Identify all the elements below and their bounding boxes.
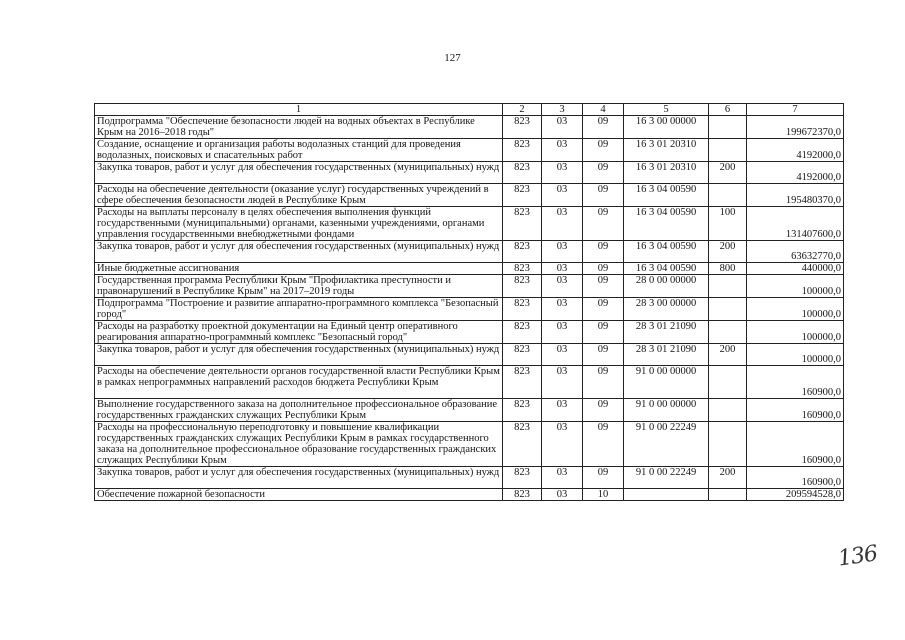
- section-code-cell: 03: [542, 298, 583, 321]
- header-cell: 1: [95, 104, 503, 116]
- ministry-code-cell: 823: [503, 162, 542, 184]
- expense-type-cell: [709, 489, 747, 501]
- subsection-code-cell: 09: [583, 241, 624, 263]
- row-name-cell: Государственная программа Республики Крым "Профилактика преступности и правонарушений в Республике Крым" на 2017–2019 годы: [95, 275, 503, 298]
- header-cell: 5: [624, 104, 709, 116]
- subsection-code-cell: 10: [583, 489, 624, 501]
- target-article-cell: 28 0 00 00000: [624, 275, 709, 298]
- ministry-code-cell: 823: [503, 298, 542, 321]
- ministry-code-cell: 823: [503, 139, 542, 162]
- expense-type-cell: [709, 298, 747, 321]
- table-row: [95, 263, 844, 275]
- expense-type-cell: 800: [709, 263, 747, 275]
- header-cell: 6: [709, 104, 747, 116]
- subsection-code-cell: 09: [583, 321, 624, 344]
- subsection-code-cell: 09: [583, 399, 624, 422]
- target-article-cell: 16 3 00 00000: [624, 116, 709, 139]
- expense-type-cell: 200: [709, 162, 747, 184]
- target-article-cell: 16 3 04 00590: [624, 207, 709, 241]
- expense-type-cell: [709, 116, 747, 139]
- amount-cell: 199672370,0: [747, 116, 844, 139]
- section-code-cell: 03: [542, 116, 583, 139]
- table-row: [95, 321, 844, 344]
- page-number: 127: [444, 52, 461, 64]
- ministry-code-cell: 823: [503, 207, 542, 241]
- table-row: [95, 422, 844, 467]
- row-name-cell: Расходы на выплаты персоналу в целях обеспечения выполнения функций государственными (муниципальными) органами, казенными учреждениями, органами управления государственными внебюджетными фондами: [95, 207, 503, 241]
- ministry-code-cell: 823: [503, 489, 542, 501]
- table-header-row: [95, 104, 844, 116]
- row-name-cell: Расходы на профессиональную переподготовку и повышение квалификации государственных гражданских служащих Республики Крым в рамках государственного заказа на дополнительное профессиональное образование государственных гражданских служащих Республики Крым: [95, 422, 503, 467]
- amount-cell: 100000,0: [747, 321, 844, 344]
- row-name-cell: Выполнение государственного заказа на дополнительное профессиональное образование государственных гражданских служащих Республики Крым: [95, 399, 503, 422]
- budget-table: [94, 103, 844, 501]
- expense-type-cell: 200: [709, 344, 747, 366]
- table-row: [95, 344, 844, 366]
- expense-type-cell: [709, 139, 747, 162]
- section-code-cell: 03: [542, 399, 583, 422]
- header-cell: 4: [583, 104, 624, 116]
- amount-cell: 100000,0: [747, 275, 844, 298]
- section-code-cell: 03: [542, 489, 583, 501]
- ministry-code-cell: 823: [503, 263, 542, 275]
- section-code-cell: 03: [542, 241, 583, 263]
- amount-cell: 160900,0: [747, 366, 844, 399]
- subsection-code-cell: 09: [583, 184, 624, 207]
- row-name-cell: Закупка товаров, работ и услуг для обеспечения государственных (муниципальных) нужд: [95, 241, 503, 263]
- ministry-code-cell: 823: [503, 275, 542, 298]
- row-name-cell: Закупка товаров, работ и услуг для обеспечения государственных (муниципальных) нужд: [95, 467, 503, 489]
- subsection-code-cell: 09: [583, 366, 624, 399]
- section-code-cell: 03: [542, 184, 583, 207]
- amount-cell: 160900,0: [747, 422, 844, 467]
- target-article-cell: 28 3 01 21090: [624, 344, 709, 366]
- section-code-cell: 03: [542, 139, 583, 162]
- table-row: [95, 399, 844, 422]
- subsection-code-cell: 09: [583, 467, 624, 489]
- section-code-cell: 03: [542, 207, 583, 241]
- section-code-cell: 03: [542, 263, 583, 275]
- target-article-cell: 91 0 00 00000: [624, 399, 709, 422]
- section-code-cell: 03: [542, 366, 583, 399]
- expense-type-cell: [709, 275, 747, 298]
- row-name-cell: Обеспечение пожарной безопасности: [95, 489, 503, 501]
- target-article-cell: 16 3 01 20310: [624, 162, 709, 184]
- target-article-cell: 28 3 01 21090: [624, 321, 709, 344]
- amount-cell: 209594528,0: [747, 489, 844, 501]
- amount-cell: 4192000,0: [747, 139, 844, 162]
- ministry-code-cell: 823: [503, 116, 542, 139]
- ministry-code-cell: 823: [503, 321, 542, 344]
- expense-type-cell: 200: [709, 467, 747, 489]
- amount-cell: 160900,0: [747, 467, 844, 489]
- subsection-code-cell: 09: [583, 139, 624, 162]
- amount-cell: 440000,0: [747, 263, 844, 275]
- header-cell: 2: [503, 104, 542, 116]
- amount-cell: 100000,0: [747, 344, 844, 366]
- table-row: [95, 139, 844, 162]
- handwritten-sheet-number: 136: [836, 541, 879, 572]
- section-code-cell: 03: [542, 422, 583, 467]
- section-code-cell: 03: [542, 275, 583, 298]
- expense-type-cell: 200: [709, 241, 747, 263]
- table-row: [95, 116, 844, 139]
- section-code-cell: 03: [542, 321, 583, 344]
- ministry-code-cell: 823: [503, 241, 542, 263]
- row-name-cell: Закупка товаров, работ и услуг для обеспечения государственных (муниципальных) нужд: [95, 162, 503, 184]
- target-article-cell: [624, 489, 709, 501]
- amount-cell: 195480370,0: [747, 184, 844, 207]
- row-name-cell: Создание, оснащение и организация работы водолазных станций для проведения водолазных, поисковых и спасательных работ: [95, 139, 503, 162]
- expense-type-cell: 100: [709, 207, 747, 241]
- section-code-cell: 03: [542, 162, 583, 184]
- expense-type-cell: [709, 422, 747, 467]
- table-row: [95, 184, 844, 207]
- ministry-code-cell: 823: [503, 467, 542, 489]
- expense-type-cell: [709, 399, 747, 422]
- table-row: [95, 298, 844, 321]
- section-code-cell: 03: [542, 344, 583, 366]
- ministry-code-cell: 823: [503, 344, 542, 366]
- table-row: [95, 162, 844, 184]
- row-name-cell: Расходы на обеспечение деятельности органов государственной власти Республики Крым в рамках непрограммных направлений расходов бюджета Республики Крым: [95, 366, 503, 399]
- expense-type-cell: [709, 321, 747, 344]
- header-cell: 7: [747, 104, 844, 116]
- target-article-cell: 16 3 04 00590: [624, 241, 709, 263]
- target-article-cell: 91 0 00 22249: [624, 467, 709, 489]
- subsection-code-cell: 09: [583, 298, 624, 321]
- table-row: [95, 366, 844, 399]
- amount-cell: 4192000,0: [747, 162, 844, 184]
- ministry-code-cell: 823: [503, 399, 542, 422]
- amount-cell: 160900,0: [747, 399, 844, 422]
- row-name-cell: Иные бюджетные ассигнования: [95, 263, 503, 275]
- ministry-code-cell: 823: [503, 184, 542, 207]
- row-name-cell: Подпрограмма "Построение и развитие аппаратно-программного комплекса "Безопасный город": [95, 298, 503, 321]
- header-cell: 3: [542, 104, 583, 116]
- ministry-code-cell: 823: [503, 422, 542, 467]
- target-article-cell: 91 0 00 22249: [624, 422, 709, 467]
- table-row: [95, 275, 844, 298]
- row-name-cell: Подпрограмма "Обеспечение безопасности людей на водных объектах в Республике Крым на 2016–2018 годы": [95, 116, 503, 139]
- target-article-cell: 28 3 00 00000: [624, 298, 709, 321]
- expense-type-cell: [709, 366, 747, 399]
- target-article-cell: 16 3 04 00590: [624, 263, 709, 275]
- table-row: [95, 489, 844, 501]
- section-code-cell: 03: [542, 467, 583, 489]
- amount-cell: 63632770,0: [747, 241, 844, 263]
- subsection-code-cell: 09: [583, 116, 624, 139]
- table-row: [95, 467, 844, 489]
- amount-cell: 100000,0: [747, 298, 844, 321]
- subsection-code-cell: 09: [583, 162, 624, 184]
- subsection-code-cell: 09: [583, 422, 624, 467]
- expense-type-cell: [709, 184, 747, 207]
- target-article-cell: 16 3 01 20310: [624, 139, 709, 162]
- amount-cell: 131407600,0: [747, 207, 844, 241]
- subsection-code-cell: 09: [583, 207, 624, 241]
- ministry-code-cell: 823: [503, 366, 542, 399]
- row-name-cell: Расходы на обеспечение деятельности (оказание услуг) государственных учреждений в сфере обеспечения безопасности людей в Республике Крым: [95, 184, 503, 207]
- subsection-code-cell: 09: [583, 275, 624, 298]
- row-name-cell: Закупка товаров, работ и услуг для обеспечения государственных (муниципальных) нужд: [95, 344, 503, 366]
- target-article-cell: 16 3 04 00590: [624, 184, 709, 207]
- table-row: [95, 241, 844, 263]
- target-article-cell: 91 0 00 00000: [624, 366, 709, 399]
- subsection-code-cell: 09: [583, 344, 624, 366]
- table-row: [95, 207, 844, 241]
- subsection-code-cell: 09: [583, 263, 624, 275]
- row-name-cell: Расходы на разработку проектной документации на Единый центр оперативного реагирования аппаратно-программный комплекс "Безопасный город": [95, 321, 503, 344]
